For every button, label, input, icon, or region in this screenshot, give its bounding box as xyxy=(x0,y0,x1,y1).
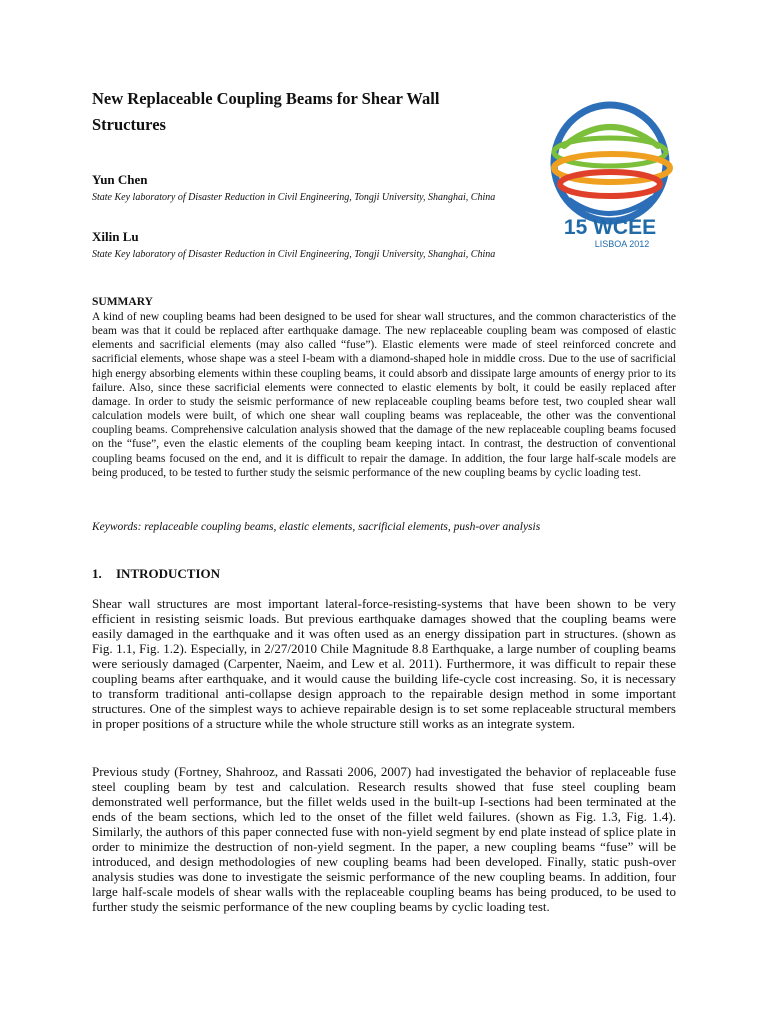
author-affiliation: State Key laboratory of Disaster Reduction in Civil Engineering, Tongji University, Shanghai, China xyxy=(92,249,496,260)
section-heading xyxy=(92,566,220,582)
author-affiliation: State Key laboratory of Disaster Reduction in Civil Engineering, Tongji University, Shanghai, China xyxy=(92,192,496,203)
body-paragraph: Shear wall structures are most important lateral-force-resisting-systems that have been shown to be very efficient in resisting seismic loads. But previous earthquake damages showed that the coupling beams were easily damaged in the earthquake and it was often used as an energy dissipation part in structures. (shown as Fig. 1.1, Fig. 1.2). Especially, in 2/27/2010 Chile Magnitude 8.8 Earthquake, a large number of coupling beams were seriously damaged (Carpenter, Naeim, and Lew et al. 2011). Furthermore, it was difficult to repair these coupling beams after earthquake, and it would cause the building life-cycle cost increasing. So, it is necessary to transform traditional anti-collapse design approach to the repairable design method in some important structures. One of the simplest ways to achieve repairable design is to set some replaceable structural members in proper positions of a structure while the whole structure still works as an integrate system. xyxy=(92,596,676,731)
keywords: Keywords: replaceable coupling beams, elastic elements, sacrificial elements, push-over analysis xyxy=(92,521,541,533)
section-title: INTRODUCTION xyxy=(116,566,221,581)
logo-text: 15 WCEE xyxy=(563,216,657,239)
summary-text: A kind of new coupling beams had been designed to be used for shear wall structures, and the common characteristics of the beam was that it could be replaced after earthquake damage. The new replaceable coupling beam was composed of elastic elements and sacrificial elements (may also called “fuse”). Elastic elements were made of steel reinforced concrete and sacrificial elements, whose shape was a steel I-beam with a diamond-shaped hole in middle cross. Due to the use of sacrificial high energy absorbing elements within these coupling beams, it could absorb and dissipate large amounts of energy prior to its failure. Also, since these sacrificial elements were connected to elastic elements by bolt, it could be easily replaced after damage. In order to study the seismic performance of new replaceable coupling beams before test, two coupled shear wall calculation models were built, of which one shear wall coupling beams was replaceable, the other was the conventional coupling beams. Comprehensive calculation analysis showed that the damage of the new replaceable coupling beams focused on the “fuse”, even the elastic elements of the coupling beam keeping intact. In contrast, the destruction of conventional coupling beams focused on the end, and it is difficult to repair the damage. In addition, the four large half-scale models are being produced, to be tested to further study the seismic performance of the new coupling beams by cyclic loading test. xyxy=(92,311,676,479)
conference-logo xyxy=(540,88,680,258)
section-number: 1. xyxy=(92,566,102,581)
author-name: Xilin Lu xyxy=(92,229,139,244)
author-block xyxy=(92,229,542,261)
body-paragraph: Previous study (Fortney, Shahrooz, and Rassati 2006, 2007) had investigated the behavior of replaceable fuse steel coupling beam by test and calculation. Research results showed that fuse steel coupling beam demonstrated well performance, but the fillet welds used in the built-up I-sections had been terminated at the ends of the beam sections, which led to the onset of the fillet weld failures. (shown as Fig. 1.3, Fig. 1.4). Similarly, the authors of this paper connected fuse with non-yield segment by end plate instead of splice plate in order to minimize the destruction of non-yield segment. In the paper, a new coupling beams “fuse” will be introduced, and design methodologies of new coupling beams had been developed. Finally, static push-over analysis studies was done to investigate the seismic performance of the new coupling beams. In addition, four large half-scale models of shear walls with the replaceable coupling beams has being produced, to be used to further study the seismic performance of the new coupling beams by cyclic loading test. xyxy=(92,764,676,914)
author-block xyxy=(92,172,542,204)
logo-subtext: LISBOA 2012 xyxy=(594,239,650,249)
paper-title: New Replaceable Coupling Beams for Shear Wall Structures xyxy=(92,89,440,134)
wcee-globe-icon xyxy=(540,88,680,258)
summary-heading: SUMMARY xyxy=(92,296,153,308)
author-name: Yun Chen xyxy=(92,172,148,187)
